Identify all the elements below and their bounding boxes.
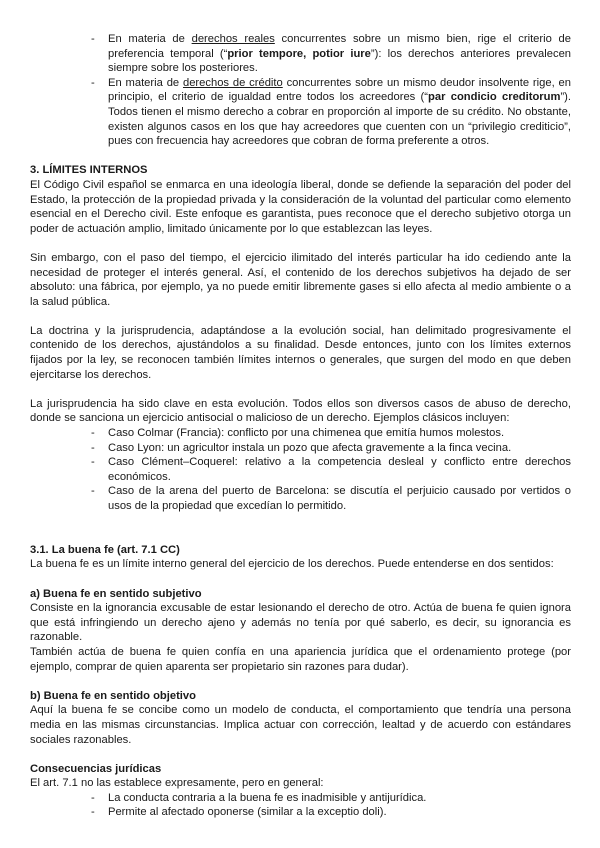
- bullet-dash: -: [91, 33, 95, 45]
- paragraph: El art. 7.1 no las establece expresamente, pero en general:: [30, 777, 324, 790]
- bullet-dash: -: [91, 441, 95, 454]
- intro-bullet-list: [91, 32, 572, 149]
- list-item: - En materia de derechos de crédito concurrentes sobre un mismo deudor insolvente rige, en principio, el criterio de igualdad entre todos los acreedores (“par condicio creditorum”). Todos tienen el mismo derecho a cobrar en proporción al importe de su crédito. No obstante, existen algunos casos en los que hay acreedores que cuenten con un “privilegio crediticio”, pues con frecuencia hay acreedores que cobran de forma preferente a otros.: [91, 76, 572, 148]
- bullet-dash: -: [91, 456, 95, 469]
- document-page: [30, 32, 571, 820]
- list-item: - Permite al afectado oponerse (similar a la exceptio doli).: [91, 806, 387, 819]
- list-item: - En materia de derechos reales concurrentes sobre un mismo bien, rige el criterio de preferencia temporal (“prior tempore, potior iure”): los derechos anteriores prevalecen siempre sobre los posteriores.: [91, 33, 572, 75]
- list-item: - Caso de la arena del puerto de Barcelona: se discutía el perjuicio causado por vertidos o usos de la propiedad que excedían lo permitido.: [91, 485, 571, 512]
- list-item: - Caso Clément–Coquerel: relativo a la competencia desleal y conflicto entre derechos económicos.: [91, 456, 571, 483]
- consequences-list: [91, 791, 571, 820]
- list-item: - Caso Lyon: un agricultor instala un pozo que afecta gravemente a la finca vecina.: [91, 441, 512, 454]
- bullet-dash: -: [91, 427, 95, 440]
- paragraph: Consiste en la ignorancia excusable de estar lesionando el derecho de otro. Actúa de buena fe quien ignora que está infringiendo un derecho ajeno y además no tenía por qué saberlo, es decir, su ignorancia es razonable.: [30, 602, 571, 644]
- paragraph: La buena fe es un límite interno general del ejercicio de los derechos. Puede entenderse en dos sentidos:: [30, 558, 554, 571]
- section-heading: 3. LÍMITES INTERNOS: [30, 164, 148, 177]
- bullet-dash: -: [91, 791, 95, 804]
- subheading: b) Buena fe en sentido objetivo: [30, 689, 196, 702]
- subheading: Consecuencias jurídicas: [30, 762, 162, 775]
- paragraph: La doctrina y la jurisprudencia, adaptándose a la evolución social, han delimitado progresivamente el contenido de los derechos, ajustándolos a su finalidad. Desde entonces, junto con los límites externos fijados por la ley, se reconocen también límites internos o generales, que surgen del modo en que deben ejercitarse los derechos.: [30, 324, 571, 381]
- paragraph: La jurisprudencia ha sido clave en esta evolución. Todos ellos son diversos casos de abuso de derecho, donde se sanciona un ejercicio antisocial o malicioso de un derecho. Ejemplos clásicos incluyen:: [30, 397, 571, 425]
- subheading: a) Buena fe en sentido subjetivo: [30, 587, 202, 600]
- latin-maxim: par condicio creditorum: [428, 91, 561, 104]
- subsection-heading: 3.1. La buena fe (art. 7.1 CC): [30, 543, 180, 556]
- bullet-dash: -: [91, 485, 95, 498]
- paragraph: El Código Civil español se enmarca en una ideología liberal, donde se defiende la separación del poder del Estado, la protección de la propiedad privada y la consideración de la voluntad del particular como elemento esencial en el Derecho civil. Este enfoque es garantista, pues reconoce que el derecho subjetivo otorga un poder de actuación amplio, limitado únicamente por lo que establezcan las leyes.: [30, 178, 571, 235]
- paragraph: Aquí la buena fe se concibe como un modelo de conducta, el comportamiento que tendría una persona media en las mismas circunstancias. Implica actuar con corrección, lealtad y de acuerdo con estándares sociales razonables.: [30, 704, 571, 746]
- cases-list: [91, 426, 571, 514]
- term-derechos-credito: derechos de crédito: [182, 76, 283, 89]
- paragraph: También actúa de buena fe quien confía en una apariencia jurídica que el ordenamiento protege (por ejemplo, comprar de quien aparenta ser propietario sin razones para dudar).: [30, 645, 571, 673]
- list-item: - Caso Colmar (Francia): conflicto por una chimenea que emitía humos molestos.: [91, 427, 505, 440]
- bullet-dash: -: [91, 76, 95, 89]
- list-item: - La conducta contraria a la buena fe es inadmisible y antijurídica.: [91, 791, 427, 804]
- bullet-dash: -: [91, 806, 95, 819]
- term-derechos-reales: derechos reales: [191, 33, 275, 45]
- latin-maxim: prior tempore, potior iure: [227, 47, 371, 60]
- paragraph: Sin embargo, con el paso del tiempo, el ejercicio ilimitado del interés particular ha ido cediendo ante la necesidad de proteger el interés general. Así, el contenido de los derechos subjetivos ha dejado de ser absoluto: una fábrica, por ejemplo, ya no puede emitir libremente gases si ello afecta al medio ambiente o a la salud pública.: [30, 251, 571, 308]
